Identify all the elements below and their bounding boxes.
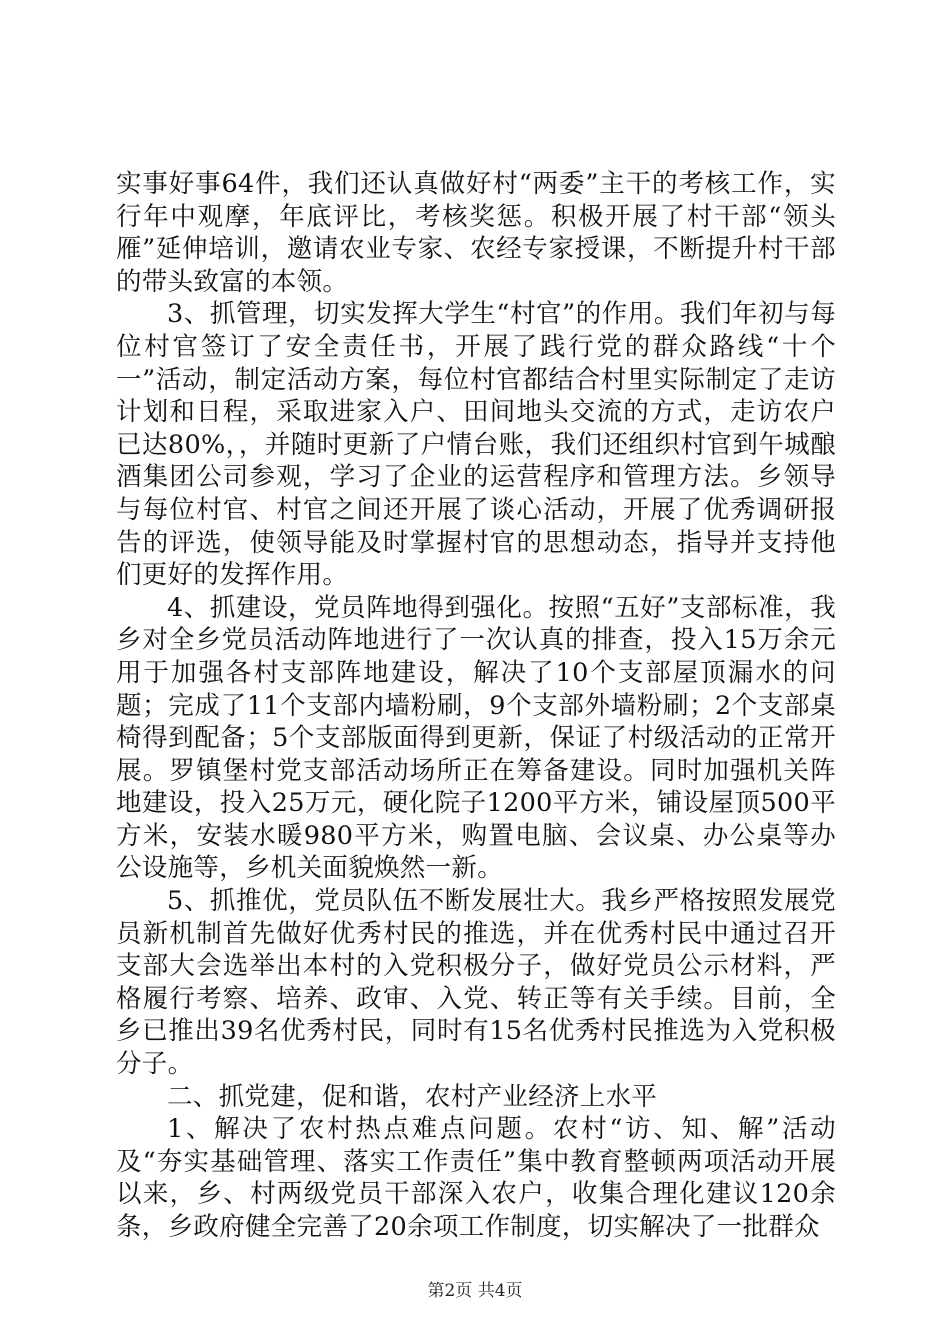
document-body bbox=[116, 168, 836, 1244]
section-heading-2: 二、抓党建，促和谐，农村产业经济上水平 bbox=[167, 1081, 658, 1112]
paragraph-item-3-management: 3、抓管理，切实发挥大学生“村官”的作用。我们年初与每位村官签订了安全责任书，开展了践行党的群众路线“十个一”活动，制定活动方案，每位村官都结合村里实际制定了走访计划和日程，采取进家入户、田间地头交流的方式，走访农户已达80%，，并随时更新了户情台账，我们还组织村官到午城酿酒集团公司参观，学习了企业的运营程序和管理方法。乡领导与每位村官、村官之间还开展了谈心活动，开展了优秀调研报告的评选，使领导能及时掌握村官的思想动态，指导并支持他们更好的发挥作用。 bbox=[116, 299, 836, 591]
paragraph-item-4-construction: 4、抓建设，党员阵地得到强化。按照“五好”支部标准，我乡对全乡党员活动阵地进行了一次认真的排查，投入15万余元用于加强各村支部阵地建设，解决了10个支部屋顶漏水的问题；完成了11个支部内墙粉刷，9个支部外墙粉刷；2个支部桌椅得到配备；5个支部版面得到更新，保证了村级活动的正常开展。罗镇堡村党支部活动场所正在筹备建设。同时加强机关阵地建设，投入25万元，硬化院子1200平方米，铺设屋顶500平方米，安装水暖980平方米，购置电脑、会议桌、办公桌等办公设施等，乡机关面貌焕然一新。 bbox=[116, 592, 836, 884]
page-number-footer: 第2页 共4页 bbox=[427, 1281, 523, 1301]
paragraph-item-1-hotspot-issues: 1、解决了农村热点难点问题。农村“访、知、解”活动及“夯实基础管理、落实工作责任”集中教育整顿两项活动开展以来，乡、村两级党员干部深入农户，收集合理化建议120余条，乡政府健全完善了20余项工作制度，切实解决了一批群众 bbox=[116, 1114, 836, 1242]
paragraph-item-5-recommendation: 5、抓推优，党员队伍不断发展壮大。我乡严格按照发展党员新机制首先做好优秀村民的推选，并在优秀村民中通过召开支部大会选举出本村的入党积极分子，做好党员公示材料，严格履行考察、培养、政审、入党、转正等有关手续。目前，全乡已推出39名优秀村民，同时有15名优秀村民推选为入党积极分子。 bbox=[116, 886, 836, 1080]
paragraph-continuation: 实事好事64件，我们还认真做好村“两委”主干的考核工作，实行年中观摩，年底评比，考核奖惩。积极开展了村干部“领头雁”延伸培训，邀请农业专家、农经专家授课，不断提升村干部的带头致富的本领。 bbox=[116, 169, 836, 297]
